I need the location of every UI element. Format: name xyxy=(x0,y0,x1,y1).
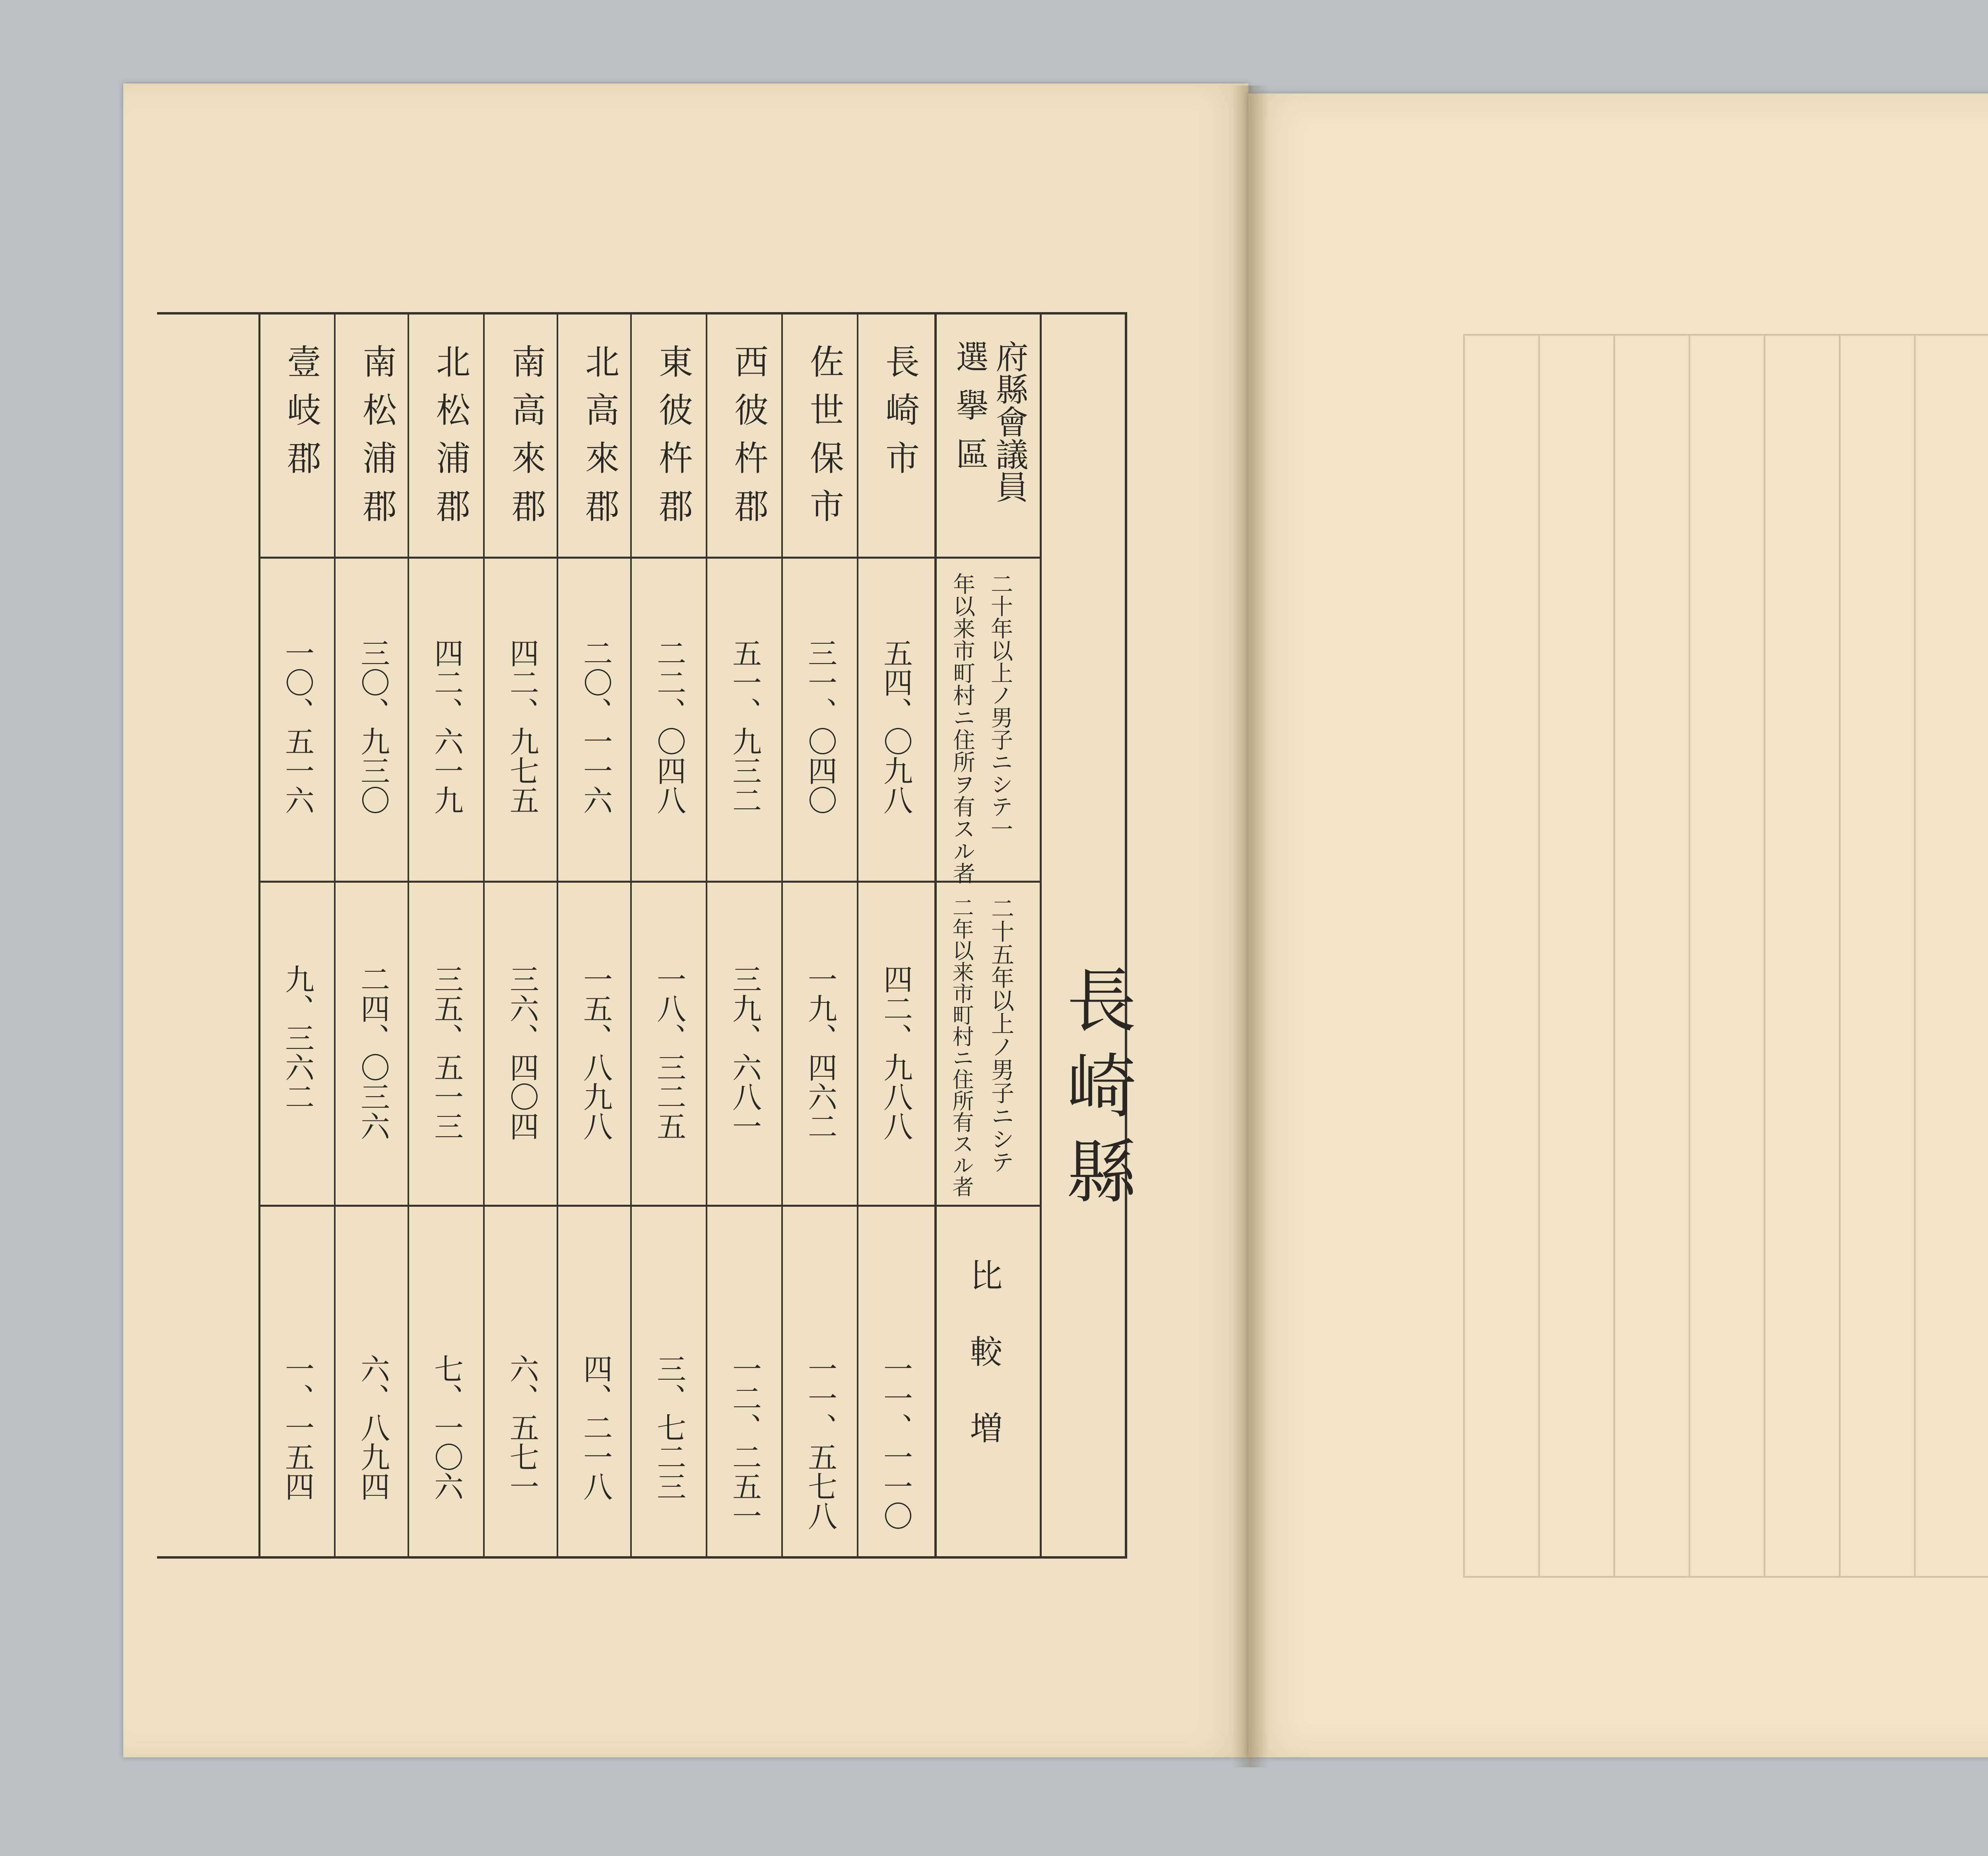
col2-value: 一八、三二五 xyxy=(652,964,686,1141)
col3-value: 三、七二三 xyxy=(652,1354,686,1501)
col3-value: 七、一〇六 xyxy=(429,1354,464,1501)
district-name: 南高來郡 xyxy=(506,344,546,536)
col2-value: 一五、八九八 xyxy=(579,964,613,1141)
district-name: 壹岐郡 xyxy=(281,344,321,488)
col3-value: 一二、二五一 xyxy=(728,1354,762,1530)
col3-value: 一一、一一〇 xyxy=(879,1354,913,1530)
col1-value: 三一、〇四〇 xyxy=(803,638,837,815)
col3-header: 比較増 xyxy=(965,1258,1002,1487)
col2-header-line1: 二十五年以上ノ男子ニシテ xyxy=(987,897,1014,1173)
col3-value: 一一、五七八 xyxy=(803,1354,837,1530)
col1-value: 三〇、九三〇 xyxy=(356,638,390,815)
col1-value: 五四、〇九八 xyxy=(879,638,913,815)
col2-value: 九、三六二 xyxy=(280,964,315,1111)
col1-header-line1: 二十年以上ノ男子ニシテ一 xyxy=(987,573,1013,840)
col2-value: 四二、九八八 xyxy=(879,964,913,1141)
district-name: 北高來郡 xyxy=(579,344,619,536)
show-through-grid xyxy=(1463,334,1988,1578)
prefecture-title: 長崎縣 xyxy=(1055,964,1136,1221)
district-name: 佐世保市 xyxy=(804,344,844,536)
col2-value: 二四、〇三六 xyxy=(356,964,390,1141)
left-table xyxy=(157,312,1136,1559)
district-name: 西彼杵郡 xyxy=(728,344,768,536)
col1-value: 五一、九三二 xyxy=(728,638,762,815)
col3-value: 一、一五四 xyxy=(280,1354,315,1501)
col2-header-line2: 二年以来市町村ニ住所有スル者 xyxy=(949,897,974,1197)
col1-value: 四二、六一九 xyxy=(429,638,464,815)
col1-value: 二〇、一一六 xyxy=(579,638,613,815)
district-header-line1: 府縣會議員 xyxy=(990,340,1028,503)
col2-value: 一九、四六二 xyxy=(803,964,837,1141)
col3-value: 六、五七一 xyxy=(505,1354,539,1501)
district-name: 南松浦郡 xyxy=(357,344,396,536)
col1-value: 二二、〇四八 xyxy=(652,638,686,815)
col3-value: 六、八九四 xyxy=(356,1354,390,1501)
col1-header-line2: 年以来市町村ニ住所ヲ有スル者 xyxy=(949,573,975,884)
book-gutter xyxy=(1233,85,1268,1767)
col2-value: 三六、四〇四 xyxy=(505,964,539,1141)
col1-value: 四二、九七五 xyxy=(505,638,539,815)
col2-value: 三九、六八一 xyxy=(728,964,762,1141)
district-name: 長崎市 xyxy=(879,344,919,488)
col2-value: 三五、五一三 xyxy=(429,964,464,1141)
col3-value: 四、二一八 xyxy=(579,1354,613,1501)
district-name: 東彼杵郡 xyxy=(653,344,693,536)
district-header-line2: 選擧區 xyxy=(951,340,988,485)
col1-value: 一〇、五一六 xyxy=(280,638,315,815)
district-name: 北松浦郡 xyxy=(430,344,470,536)
